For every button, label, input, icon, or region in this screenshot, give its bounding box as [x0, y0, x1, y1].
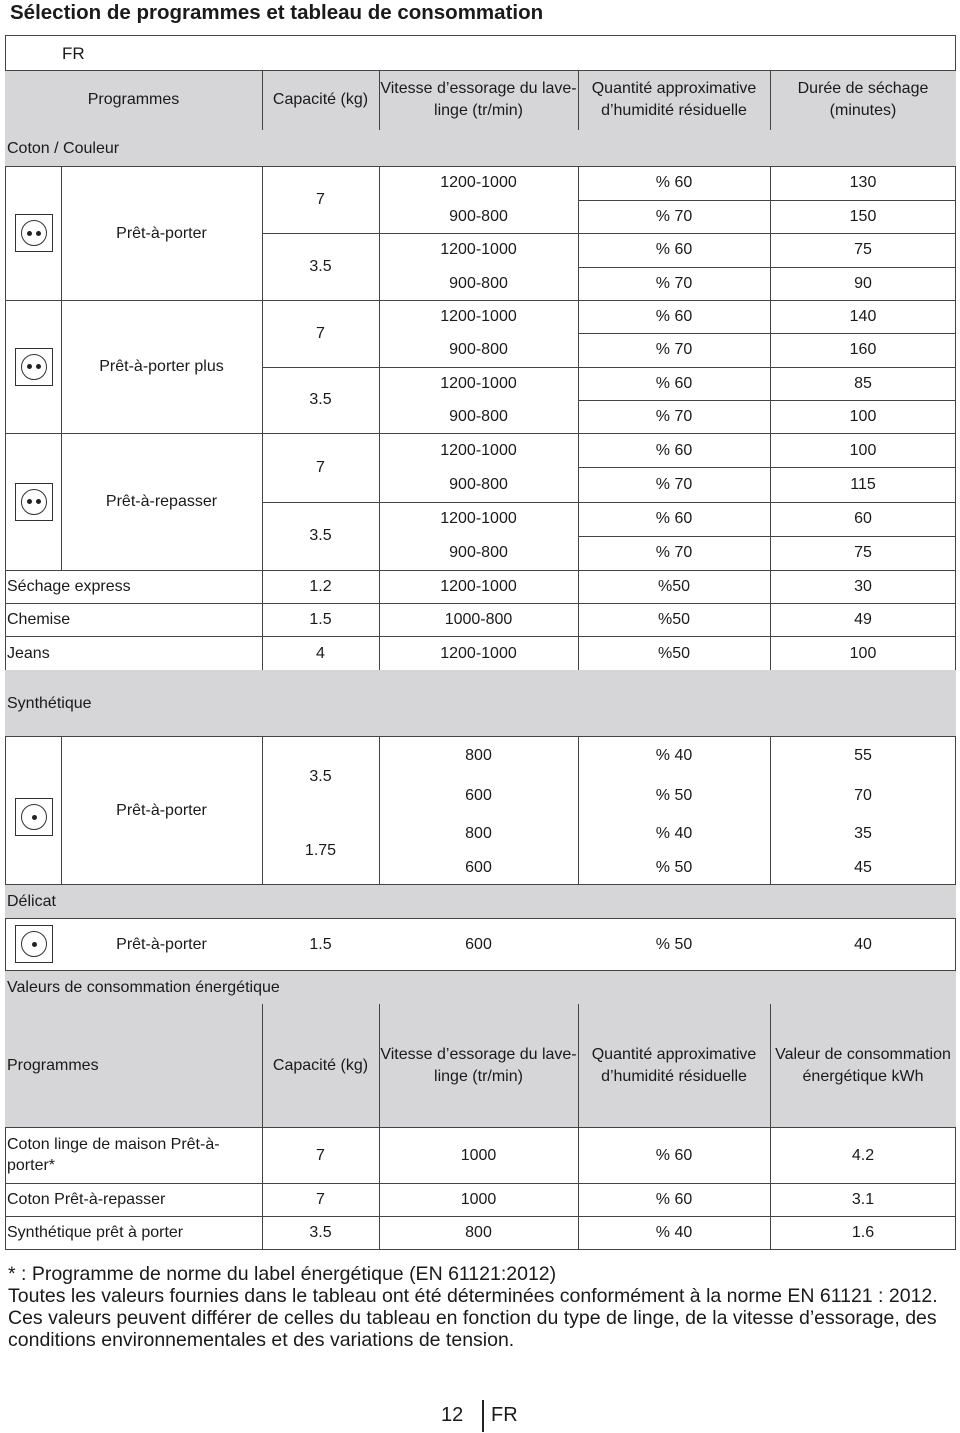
- drying-duration: 100: [849, 407, 877, 425]
- header-quantite: Quantité approximative d’humidité résiduelle: [591, 80, 757, 119]
- spin-speed: 1200-1000: [440, 441, 517, 459]
- residual-humidity: % 60: [655, 308, 693, 326]
- residual-humidity: % 70: [655, 207, 693, 225]
- spin-speed: 1000-800: [444, 611, 513, 628]
- residual-humidity: % 60: [655, 510, 693, 528]
- language-label: FR: [62, 44, 85, 63]
- spin-speed: 600: [465, 935, 492, 953]
- spin-speed: 800: [465, 1224, 492, 1241]
- section-coton-label: Coton / Couleur: [7, 139, 120, 157]
- capacity-value: 3.5: [309, 391, 332, 409]
- residual-humidity: % 60: [655, 1146, 693, 1164]
- dry-level-2-dots-icon: [15, 483, 53, 521]
- row-divider: [578, 467, 956, 468]
- residual-humidity: %50: [657, 645, 691, 662]
- column-divider: [379, 70, 380, 130]
- energy-kwh: 3.1: [851, 1191, 875, 1208]
- dry-level-1-dot-icon: [15, 798, 53, 836]
- program-name: Prêt-à-porter: [116, 935, 207, 953]
- header-vitesse: Vitesse d’essorage du lave-linge (tr/min): [380, 80, 577, 119]
- spin-speed: 1000: [460, 1146, 497, 1164]
- row-divider: [5, 970, 956, 971]
- capacity-value: 3.5: [309, 527, 332, 545]
- row-divider: [578, 267, 956, 268]
- residual-humidity: % 40: [655, 1224, 693, 1241]
- header-programmes: Programmes: [87, 91, 180, 108]
- capacity-value: 7: [316, 191, 325, 208]
- spin-speed: 900-800: [449, 274, 508, 292]
- residual-humidity: % 60: [655, 174, 693, 192]
- capacity-value: 7: [316, 324, 325, 342]
- program-name: Séchage express: [7, 578, 131, 595]
- spin-speed: 800: [465, 746, 492, 764]
- spin-speed: 900-800: [449, 341, 508, 359]
- drying-duration: 60: [854, 510, 872, 528]
- spin-speed: 600: [465, 786, 492, 804]
- drying-duration: 150: [849, 207, 877, 225]
- drying-duration: 140: [849, 308, 877, 326]
- dry-level-2-dots-icon: [15, 348, 53, 386]
- capacity-value: 3.5: [309, 767, 332, 785]
- dry-level-2-dots-icon: [15, 214, 53, 252]
- row-divider: [578, 367, 956, 368]
- residual-humidity: % 70: [655, 274, 693, 292]
- spin-speed: 1200-1000: [440, 308, 517, 326]
- row-divider: [578, 333, 956, 334]
- drying-duration: 75: [854, 544, 872, 562]
- drying-duration: 45: [854, 858, 872, 876]
- capacity-value: 1.2: [309, 578, 332, 595]
- row-divider: [578, 200, 956, 201]
- column-divider: [379, 1004, 380, 1249]
- residual-humidity: %50: [657, 611, 691, 628]
- residual-humidity: % 70: [655, 407, 693, 425]
- capacity-value: 4: [316, 645, 325, 662]
- drying-duration: 30: [854, 578, 872, 595]
- row-divider: [578, 536, 956, 537]
- column-divider: [770, 70, 771, 130]
- drying-duration: 40: [854, 935, 872, 953]
- drying-duration: 100: [849, 645, 877, 662]
- column-divider: [61, 433, 62, 570]
- energy-program-name: Coton Prêt-à-repasser: [7, 1191, 166, 1208]
- spin-speed: 600: [465, 858, 492, 876]
- row-divider: [578, 502, 956, 503]
- row-divider: [262, 233, 578, 234]
- footnote-values: Toutes les valeurs fournies dans le tableau ont été déterminées conformément à la norme EN 61121 : 2012. Ces valeurs peuvent différer de celles du tableau en fonction du type de linge, de la vitesse d’essorage, des conditions environnementales et des variations de tension.: [8, 1285, 938, 1351]
- spin-speed: 900-800: [449, 207, 508, 225]
- energy-header-capacite: Capacité (kg): [272, 1056, 369, 1074]
- drying-duration: 85: [854, 374, 872, 392]
- column-divider: [770, 736, 771, 884]
- residual-humidity: % 60: [655, 374, 693, 392]
- drying-duration: 90: [854, 274, 872, 292]
- program-name: Prêt-à-repasser: [105, 493, 218, 510]
- residual-humidity: % 50: [655, 935, 693, 953]
- residual-humidity: % 50: [655, 858, 693, 876]
- energy-header-valeur: Valeur de consommation énergétique kWh: [775, 1045, 951, 1085]
- program-name: Prêt-à-porter: [116, 224, 207, 242]
- drying-duration: 115: [850, 475, 876, 493]
- residual-humidity: % 70: [655, 544, 693, 562]
- spin-speed: 1200-1000: [440, 374, 517, 392]
- spin-speed: 1200-1000: [440, 578, 517, 595]
- spin-speed: 900-800: [449, 407, 508, 425]
- program-name: Prêt-à-porter: [116, 801, 207, 819]
- energy-program-name: Synthétique prêt à porter: [7, 1224, 184, 1241]
- footnote-energy-label: * : Programme de norme du label énergétique (EN 61121:2012): [8, 1263, 557, 1285]
- drying-duration: 49: [854, 611, 872, 628]
- drying-duration: 70: [854, 786, 872, 804]
- drying-duration: 130: [849, 174, 877, 192]
- column-divider: [61, 166, 62, 300]
- drying-duration: 75: [854, 241, 872, 259]
- program-name: Jeans: [7, 645, 50, 662]
- page-title: Sélection de programmes et tableau de consommation: [10, 1, 544, 24]
- residual-humidity: % 40: [655, 824, 693, 842]
- capacity-value: 7: [316, 1146, 325, 1164]
- drying-duration: 55: [854, 746, 872, 764]
- section-synthetique-label: Synthétique: [7, 694, 92, 712]
- column-divider: [61, 736, 62, 884]
- spin-speed: 1000: [460, 1191, 497, 1208]
- spin-speed: 900-800: [449, 544, 508, 562]
- spin-speed: 1200-1000: [440, 241, 517, 259]
- row-divider: [5, 918, 956, 919]
- capacity-value: 1.75: [304, 841, 337, 859]
- row-divider: [578, 400, 956, 401]
- column-divider: [578, 70, 579, 130]
- capacity-value: 1.5: [309, 611, 332, 628]
- column-divider: [770, 1004, 771, 1249]
- footer-divider: [482, 1400, 484, 1432]
- spin-speed: 900-800: [449, 475, 508, 493]
- energy-program-name: Coton linge de maison Prêt-à-porter*: [7, 1136, 220, 1174]
- row-divider: [262, 502, 578, 503]
- column-divider: [379, 736, 380, 884]
- residual-humidity: % 60: [655, 441, 693, 459]
- program-name: Chemise: [7, 611, 71, 628]
- capacity-value: 3.5: [309, 1224, 332, 1241]
- row-divider: [262, 367, 578, 368]
- column-divider: [262, 736, 263, 884]
- row-divider: [5, 1249, 956, 1250]
- drying-duration: 160: [849, 341, 877, 359]
- residual-humidity: % 70: [655, 341, 693, 359]
- residual-humidity: % 40: [655, 746, 693, 764]
- residual-humidity: % 70: [655, 475, 693, 493]
- column-divider: [262, 1004, 263, 1249]
- row-divider: [5, 70, 956, 71]
- spin-speed: 800: [465, 824, 492, 842]
- program-name: Prêt-à-porter plus: [99, 358, 224, 375]
- energy-header-quantite: Quantité approximative d’humidité résiduelle: [591, 1045, 757, 1085]
- dry-level-1-dot-icon: [15, 925, 53, 963]
- capacity-value: 3.5: [309, 258, 332, 275]
- section-delicat-label: Délicat: [7, 892, 56, 910]
- column-divider: [578, 1004, 579, 1249]
- header-capacite: Capacité (kg): [272, 91, 369, 108]
- column-divider: [578, 736, 579, 884]
- spin-speed: 1200-1000: [440, 645, 517, 662]
- column-divider: [61, 300, 62, 433]
- header-duree: Durée de séchage (minutes): [797, 80, 929, 119]
- residual-humidity: % 60: [655, 241, 693, 259]
- residual-humidity: % 60: [655, 1191, 693, 1208]
- drying-duration: 35: [854, 824, 872, 842]
- energy-header-programmes: Programmes: [7, 1056, 99, 1074]
- capacity-value: 1.5: [309, 935, 332, 953]
- residual-humidity: % 50: [655, 786, 693, 804]
- spin-speed: 1200-1000: [440, 510, 517, 528]
- spin-speed: 1200-1000: [440, 174, 517, 192]
- energy-header-vitesse: Vitesse d’essorage du lave-linge (tr/min): [380, 1045, 577, 1085]
- residual-humidity: %50: [657, 578, 691, 595]
- page-number: 12: [441, 1404, 464, 1426]
- energy-kwh: 1.6: [851, 1224, 875, 1241]
- row-divider: [5, 884, 956, 885]
- footer-language: FR: [491, 1404, 518, 1426]
- section-energie-label: Valeurs de consommation énergétique: [7, 978, 280, 996]
- energy-kwh: 4.2: [851, 1146, 875, 1164]
- capacity-value: 7: [316, 458, 325, 476]
- row-divider: [578, 233, 956, 234]
- capacity-value: 7: [316, 1191, 325, 1208]
- drying-duration: 100: [849, 441, 877, 459]
- column-divider: [262, 70, 263, 130]
